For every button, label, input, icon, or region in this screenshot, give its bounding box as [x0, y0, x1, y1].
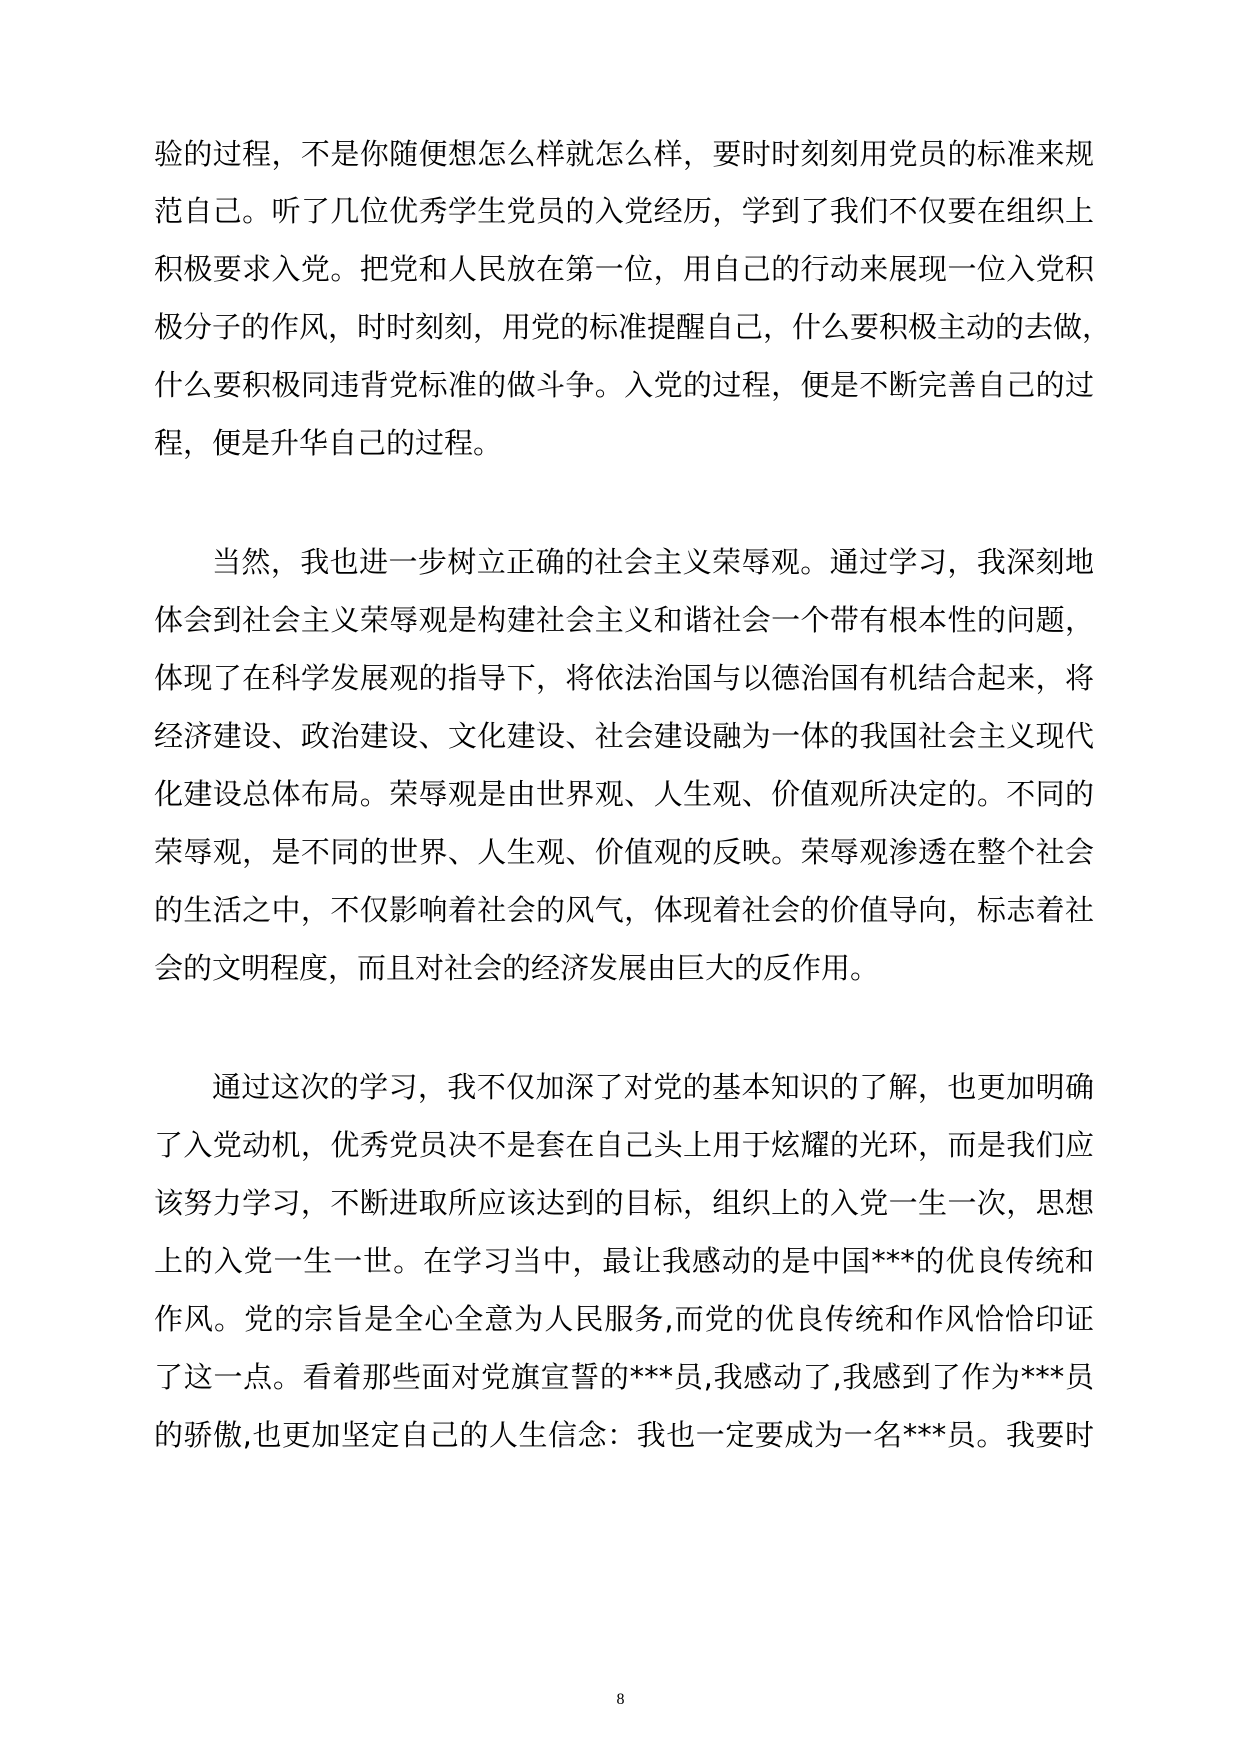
paragraph-line: 经济建设、政治建设、文化建设、社会建设融为一体的我国社会主义现代 [154, 719, 1094, 753]
paragraph-line: 积极要求入党。把党和人民放在第一位，用自己的行动来展现一位入党积 [154, 252, 1094, 286]
paragraph-line: 的骄傲,也更加坚定自己的人生信念：我也一定要成为一名***员。我要时 [154, 1418, 1094, 1452]
paragraph-line: 验的过程，不是你随便想怎么样就怎么样，要时时刻刻用党员的标准来规 [154, 137, 1094, 171]
paragraph-line: 通过这次的学习，我不仅加深了对党的基本知识的了解，也更加明确 [212, 1070, 1094, 1104]
paragraph-line: 了这一点。看着那些面对党旗宣誓的***员,我感动了,我感到了作为***员 [154, 1360, 1094, 1394]
paragraph-line: 了入党动机，优秀党员决不是套在自己头上用于炫耀的光环，而是我们应 [154, 1128, 1094, 1162]
paragraph-line: 范自己。听了几位优秀学生党员的入党经历，学到了我们不仅要在组织上 [154, 194, 1094, 228]
paragraph-line: 极分子的作风，时时刻刻，用党的标准提醒自己，什么要积极主动的去做， [154, 310, 1112, 344]
paragraph-line: 荣辱观，是不同的世界、人生观、价值观的反映。荣辱观渗透在整个社会 [154, 835, 1094, 869]
paragraph-line: 体会到社会主义荣辱观是构建社会主义和谐社会一个带有根本性的问题， [154, 603, 1094, 637]
paragraph-line: 的生活之中，不仅影响着社会的风气，体现着社会的价值导向，标志着社 [154, 893, 1094, 927]
paragraph-line: 化建设总体布局。荣辱观是由世界观、人生观、价值观所决定的。不同的 [154, 777, 1094, 811]
paragraph-line: 上的入党一生一世。在学习当中，最让我感动的是中国***的优良传统和 [154, 1244, 1094, 1278]
paragraph-line: 会的文明程度，而且对社会的经济发展由巨大的反作用。 [154, 951, 880, 985]
paragraph-line: 该努力学习，不断进取所应该达到的目标，组织上的入党一生一次，思想 [154, 1186, 1094, 1220]
paragraph-line: 什么要积极同违背党标准的做斗争。入党的过程，便是不断完善自己的过 [154, 368, 1094, 402]
paragraph-line: 程，便是升华自己的过程。 [154, 426, 503, 460]
page-number: 8 [616, 1691, 625, 1708]
paragraph-line: 体现了在科学发展观的指导下，将依法治国与以德治国有机结合起来，将 [154, 661, 1094, 695]
paragraph-line: 当然，我也进一步树立正确的社会主义荣辱观。通过学习，我深刻地 [212, 545, 1094, 579]
paragraph-line: 作风。党的宗旨是全心全意为人民服务,而党的优良传统和作风恰恰印证 [154, 1302, 1094, 1336]
